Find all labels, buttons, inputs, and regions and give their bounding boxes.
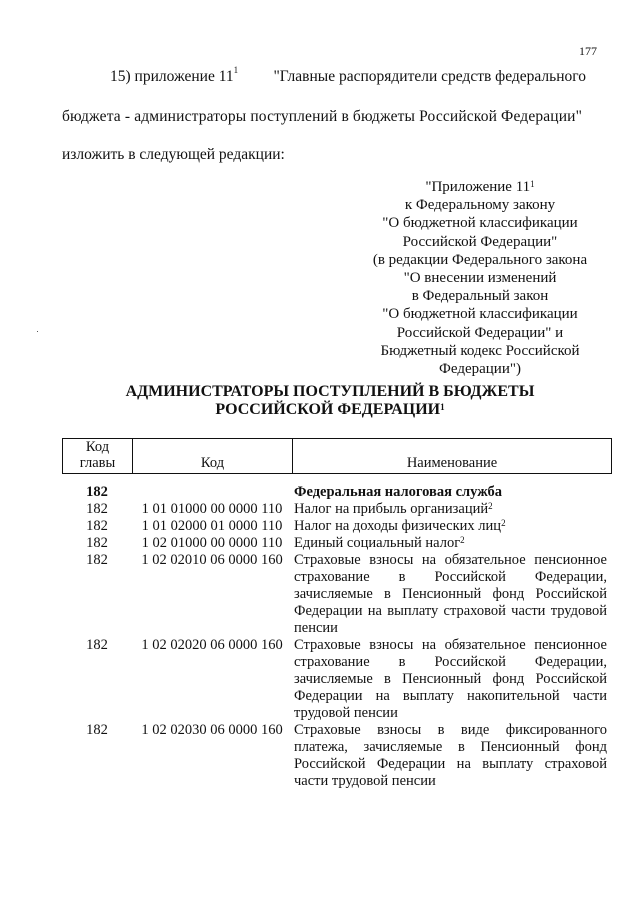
row-name: Единый социальный налог$^2$ [294, 535, 465, 551]
appendix-line: (в редакции Федерального закона [372, 251, 588, 268]
appendix-line: Российской Федерации" [402, 233, 558, 250]
intro-lead-rest: "Главные распорядители средств федерального [273, 68, 586, 85]
appendix-line: "Приложение $11^1$ [425, 179, 535, 195]
title-line-1: АДМИНИСТРАТОРЫ ПОСТУПЛЕНИЙ В БЮДЖЕТЫ [125, 383, 535, 400]
row-code: 1 02 02010 06 0000 160 [141, 552, 283, 568]
row-chapter: 182 [86, 518, 108, 534]
appendix-line: Федерации") [439, 361, 521, 378]
table-row [62, 518, 610, 535]
title-line-2: РОССИЙСКОЙ ФЕДЕРАЦИИ$^1$ [215, 401, 445, 418]
table-row [62, 535, 610, 552]
header-code: Код [133, 439, 293, 473]
row-name: Федеральная налоговая служба [294, 484, 503, 500]
table-row [62, 637, 610, 722]
row-chapter: 182 [86, 501, 108, 517]
intro-line-1 [110, 65, 586, 86]
intro-line-2: бюджета - администраторы поступлений в бюджеты Российской Федерации" [62, 108, 583, 125]
appendix-line: Бюджетный кодекс Российской [380, 342, 580, 359]
page-number: 177 [579, 44, 597, 58]
table-row [62, 722, 610, 790]
row-code: 1 01 02000 01 0000 110 [141, 518, 283, 534]
appendix-line: в Федеральный закон [411, 288, 549, 305]
appendix-line: Российской Федерации" и [396, 324, 564, 341]
row-name: Страховые взносы на обязательное пенсионное страхование в Российской Федерации, зачисляемые в Пенсионный фонд Российской Федерации на выплату накопительной части трудовой пенсии [294, 637, 607, 721]
row-code: 1 02 01000 00 0000 110 [141, 535, 283, 551]
row-chapter: 182 [86, 637, 108, 653]
row-code [132, 484, 292, 501]
row-code: 1 01 01000 00 0000 110 [141, 501, 283, 517]
intro-line-3: изложить в следующей редакции: [62, 146, 285, 163]
table-row [62, 552, 610, 637]
margin-dot [37, 331, 38, 332]
table-header [62, 438, 612, 474]
row-chapter: 182 [86, 722, 108, 738]
row-name: Страховые взносы на обязательное пенсионное страхование в Российской Федерации, зачисляемые в Пенсионный фонд Российской Федерации на выплату страховой части трудовой пенсии [294, 552, 607, 636]
row-chapter: 182 [86, 484, 108, 500]
row-name: Налог на прибыль организаций$^2$ [294, 501, 493, 517]
appendix-line: "О бюджетной классификации [382, 215, 578, 232]
table-row [62, 484, 610, 501]
header-chapter-code: Код главы [63, 439, 133, 473]
row-code: 1 02 02030 06 0000 160 [141, 722, 283, 738]
row-code: 1 02 02020 06 0000 160 [141, 637, 283, 653]
appendix-line: к Федеральному закону [404, 197, 556, 214]
appendix-line: "О внесении изменений [403, 270, 557, 287]
table-row [62, 501, 610, 518]
row-chapter: 182 [86, 552, 108, 568]
header-name: Наименование [406, 455, 498, 471]
document-title [100, 383, 560, 419]
row-name: Налог на доходы физических лиц$^2$ [294, 518, 506, 534]
intro-lead: 15) приложение $11^1$ [110, 65, 239, 85]
appendix-header [355, 178, 605, 378]
table-body [62, 484, 610, 790]
row-chapter: 182 [86, 535, 108, 551]
row-name: Страховые взносы в виде фиксированного платежа, зачисляемые в Пенсионный фонд Российской Федерации на выплату страховой части трудовой пенсии [294, 722, 607, 789]
appendix-line: "О бюджетной классификации [382, 306, 578, 323]
